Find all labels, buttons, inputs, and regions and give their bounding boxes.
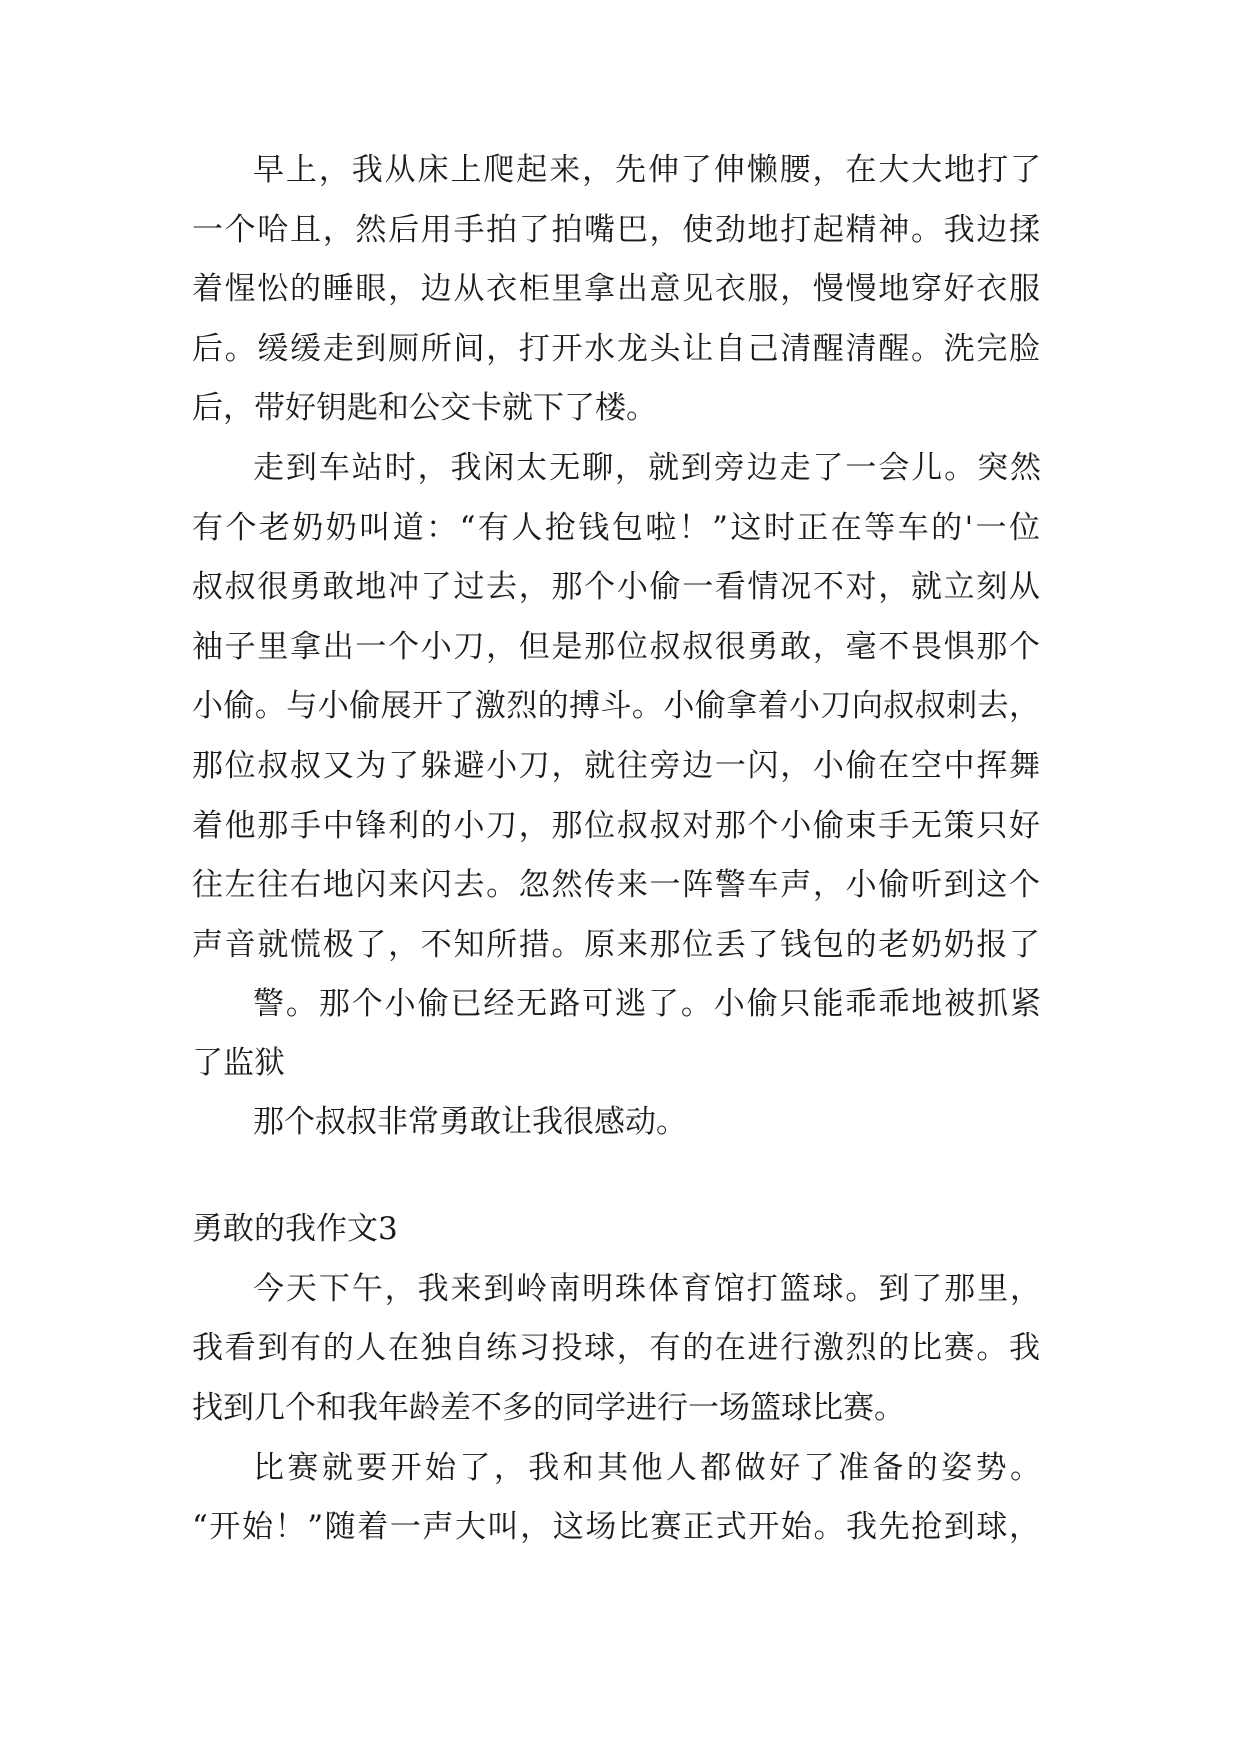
- paragraph-2-line-3: 叔叔很勇敢地冲了过去，那个小偷一看情况不对，就立刻从: [192, 569, 1040, 605]
- paragraph-1-line-5: 后，带好钥匙和公交卡就下了楼。: [192, 390, 657, 426]
- paragraph-3-line-1: 警。那个小偷已经无路可逃了。小偷只能乖乖地被抓紧: [253, 986, 1041, 1022]
- paragraph-4-line-1: 那个叔叔非常勇敢让我很感动。: [253, 1104, 687, 1140]
- paragraph-1-line-3: 着惺忪的睡眼，边从衣柜里拿出意见衣服，慢慢地穿好衣服: [192, 271, 1040, 307]
- section-heading: 勇敢的我作文3: [192, 1211, 398, 1247]
- paragraph-2-line-6: 那位叔叔又为了躲避小刀，就往旁边一闪，小偷在空中挥舞: [192, 748, 1040, 784]
- paragraph-3-line-2: 了监狱: [192, 1045, 285, 1081]
- paragraph-1-line-2: 一个哈且，然后用手拍了拍嘴巴，使劲地打起精神。我边揉: [192, 212, 1040, 248]
- paragraph-6-line-1: 比赛就要开始了，我和其他人都做好了准备的姿势。: [253, 1450, 1041, 1486]
- paragraph-2-line-7: 着他那手中锋利的小刀，那位叔叔对那个小偷束手无策只好: [192, 808, 1040, 844]
- paragraph-2-line-9: 声音就慌极了，不知所措。原来那位丢了钱包的老奶奶报了: [192, 927, 1040, 963]
- paragraph-5-line-1: 今天下午，我来到岭南明珠体育馆打篮球。到了那里，: [253, 1271, 1041, 1307]
- paragraph-5-line-3: 找到几个和我年龄差不多的同学进行一场篮球比赛。: [192, 1390, 905, 1426]
- paragraph-2-line-1: 走到车站时，我闲太无聊，就到旁边走了一会儿。突然: [253, 450, 1041, 486]
- paragraph-6-line-2: “开始！”随着一声大叫，这场比赛正式开始。我先抢到球，: [192, 1509, 1040, 1545]
- paragraph-1-line-4: 后。缓缓走到厕所间，打开水龙头让自己清醒清醒。洗完脸: [192, 331, 1040, 367]
- paragraph-1-line-1: 早上，我从床上爬起来，先伸了伸懒腰，在大大地打了: [253, 152, 1041, 188]
- paragraph-2-line-2: 有个老奶奶叫道：“有人抢钱包啦！”这时正在等车的'一位: [192, 510, 1040, 546]
- paragraph-2-line-5: 小偷。与小偷展开了激烈的搏斗。小偷拿着小刀向叔叔刺去，: [192, 688, 1040, 724]
- paragraph-2-line-8: 往左往右地闪来闪去。忽然传来一阵警车声，小偷听到这个: [192, 867, 1040, 903]
- paragraph-2-line-4: 袖子里拿出一个小刀，但是那位叔叔很勇敢，毫不畏惧那个: [192, 629, 1040, 665]
- paragraph-5-line-2: 我看到有的人在独自练习投球，有的在进行激烈的比赛。我: [192, 1330, 1040, 1366]
